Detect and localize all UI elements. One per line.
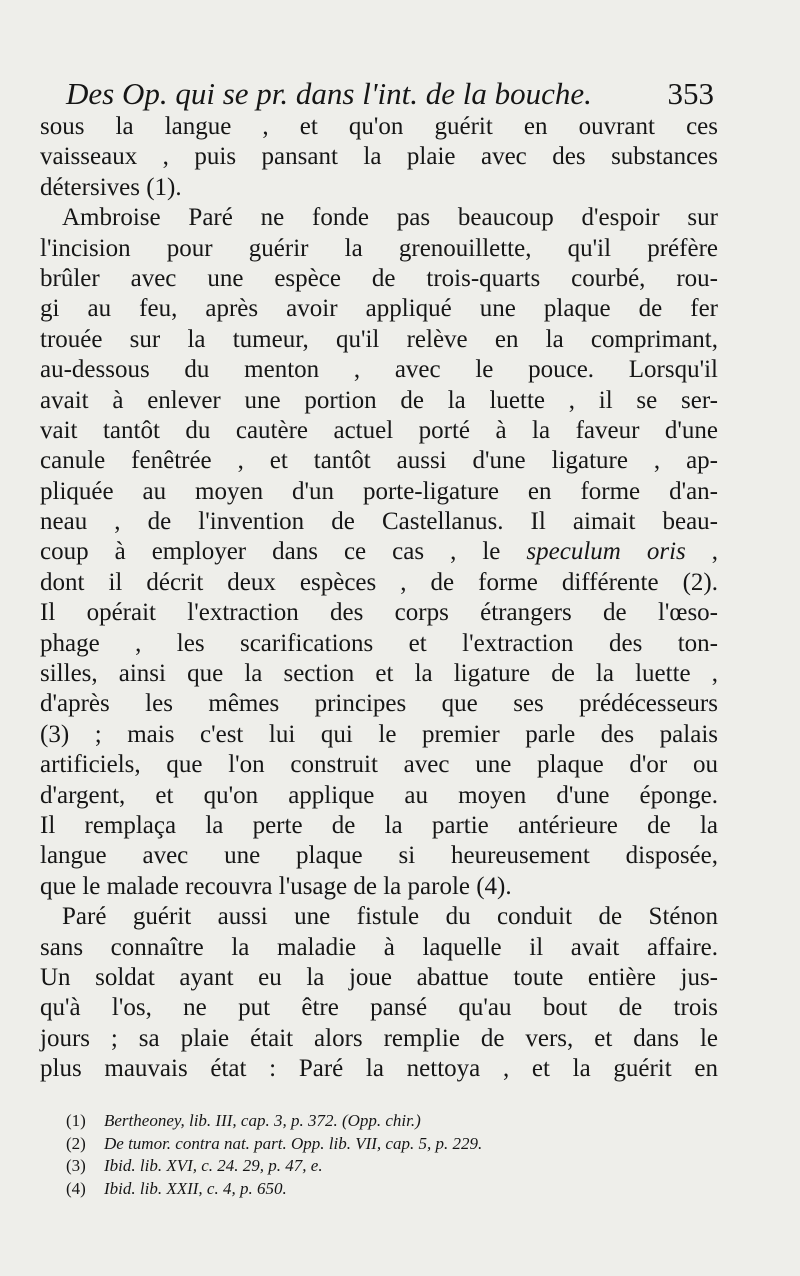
line-text: (3) ; mais c'est lui qui le premier parle des palais (40, 720, 718, 748)
line-text: que le malade recouvra l'usage de la parole (4). (40, 872, 512, 900)
text-line (40, 933, 718, 963)
body-text (40, 112, 718, 1085)
text-line (40, 173, 718, 203)
line-text: jours ; sa plaie était alors remplie de vers, et dans le (40, 1024, 718, 1052)
text-line (40, 1024, 718, 1054)
text-line (40, 629, 718, 659)
text-line (40, 689, 718, 719)
line-text: phage , les scarifications et l'extraction des ton- (40, 629, 718, 657)
text-line (40, 720, 718, 750)
text-line (40, 750, 718, 780)
text-line (40, 234, 718, 264)
text-line (40, 142, 718, 172)
line-text: vaisseaux , puis pansant la plaie avec des substances (40, 143, 718, 171)
text-line (40, 537, 718, 567)
text-line (40, 112, 718, 142)
running-title: Des Op. qui se pr. dans l'int. de la bouche. (66, 76, 592, 111)
line-text: artificiels, que l'on construit avec une plaque d'or ou (40, 751, 718, 779)
line-text: Il remplaça la perte de la partie antérieure de la (40, 811, 718, 839)
line-text: brûler avec une espèce de trois-quarts courbé, rou- (40, 264, 718, 292)
text-line (40, 872, 718, 902)
line-text: vait tantôt du cautère actuel porté à la faveur d'une (40, 416, 718, 444)
line-text: qu'à l'os, ne put être pansé qu'au bout de trois (40, 994, 718, 1022)
line-text: plus mauvais état : Paré la nettoya , et la guérit en (40, 1055, 718, 1083)
line-text: sous la langue , et qu'on guérit en ouvrant ces (40, 113, 718, 140)
line-text: langue avec une plaque si heureusement disposée, (40, 842, 718, 870)
footnote-text: De tumor. contra nat. part. Opp. lib. VII, cap. 5, p. 229. (104, 1133, 483, 1153)
footnote-mark: (3) (66, 1156, 86, 1175)
text-line (40, 264, 718, 294)
text-line (40, 416, 718, 446)
text-line (40, 598, 718, 628)
line-text: canule fenêtrée , et tantôt aussi d'une ligature , ap- (40, 447, 718, 475)
line-text: coup à employer dans ce cas , le (40, 538, 527, 566)
text-line (40, 507, 718, 537)
text-line (40, 294, 718, 324)
line-text: d'après les mêmes principes que ses prédécesseurs (40, 690, 718, 718)
line-text: silles, ainsi que la section et la ligature de la luette , (40, 660, 718, 688)
footnote (66, 1155, 706, 1178)
line-text: sans connaître la maladie à laquelle il avait affaire. (40, 933, 718, 961)
footnotes (66, 1110, 706, 1200)
line-text: Il opérait l'extraction des corps étrangers de l'œso- (40, 599, 718, 627)
text-line (40, 477, 718, 507)
line-text: au-dessous du menton , avec le pouce. Lorsqu'il (40, 356, 718, 384)
text-line (40, 568, 718, 598)
line-text: pliquée au moyen d'un porte-ligature en forme d'an- (40, 477, 718, 505)
text-line (40, 993, 718, 1023)
footnote-mark: (4) (66, 1178, 86, 1198)
footnote-mark: (2) (66, 1133, 86, 1153)
text-line (40, 355, 718, 385)
line-text: l'incision pour guérir la grenouillette, qu'il préfère (40, 234, 718, 262)
footnote-mark: (1) (66, 1111, 86, 1130)
line-text: gi au feu, après avoir appliqué une plaque de fer (40, 295, 718, 323)
text-line (40, 386, 718, 416)
text-line (40, 841, 718, 871)
line-text: trouée sur la tumeur, qu'il relève en la comprimant, (40, 325, 718, 353)
text-line (40, 325, 718, 355)
text-line (40, 781, 718, 811)
text-line (40, 811, 718, 841)
line-text: Un soldat ayant eu la joue abattue toute entière jus- (40, 963, 718, 991)
line-tail: , (685, 538, 719, 566)
page-number: 353 (667, 76, 714, 111)
line-text: Paré guérit aussi une fistule du conduit de Sténon (62, 903, 718, 931)
text-line (40, 659, 718, 689)
text-line (40, 203, 718, 233)
line-text: Ambroise Paré ne fonde pas beaucoup d'espoir sur (62, 204, 718, 232)
page-header (66, 74, 714, 114)
footnote-text: Ibid. lib. XVI, c. 24. 29, p. 47, e. (104, 1156, 323, 1175)
line-text: d'argent, et qu'on applique au moyen d'une éponge. (40, 781, 718, 809)
text-line (40, 446, 718, 476)
footnote-text: Bertheoney, lib. III, cap. 3, p. 372. (Opp. chir.) (104, 1111, 421, 1130)
footnote (66, 1178, 706, 1201)
line-text: neau , de l'invention de Castellanus. Il aimait beau- (40, 508, 718, 536)
footnote (66, 1110, 706, 1133)
line-italic: speculum oris (526, 538, 686, 566)
text-line (40, 963, 718, 993)
line-text: dont il décrit deux espèces , de forme différente (2). (40, 568, 718, 596)
footnote-text: Ibid. lib. XXII, c. 4, p. 650. (104, 1178, 287, 1198)
footnote (66, 1133, 706, 1156)
line-text: avait à enlever une portion de la luette , il se ser- (40, 386, 718, 414)
line-text: détersives (1). (40, 173, 182, 201)
text-line (40, 1054, 718, 1084)
text-line (40, 902, 718, 932)
